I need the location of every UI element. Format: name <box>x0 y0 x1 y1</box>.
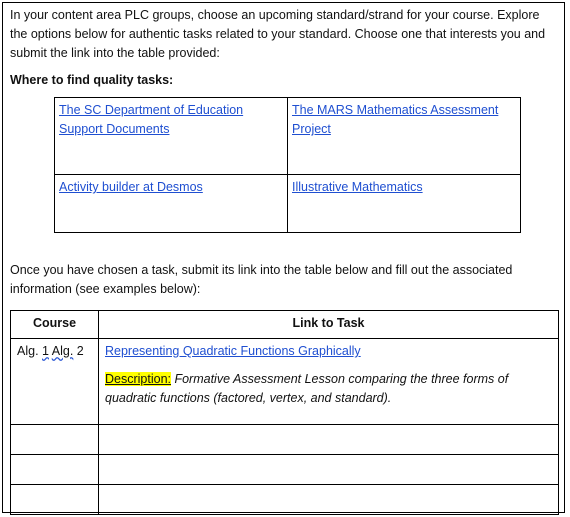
example-task-link[interactable]: Representing Quadratic Functions Graphically <box>105 344 361 358</box>
resource-cell <box>55 98 288 175</box>
description-text: Formative Assessment Lesson comparing the three forms of quadratic functions (factored, vertex, and standard). <box>105 372 509 405</box>
link-header: Link to Task <box>99 311 559 339</box>
resource-cell <box>55 175 288 233</box>
course-text-2: 2 <box>73 344 84 358</box>
course-header: Course <box>11 311 99 339</box>
empty-course-cell[interactable] <box>11 485 99 515</box>
intro-paragraph: In your content area PLC groups, choose an upcoming standard/strand for your course. Explore the options below for authentic tasks related to your standard. Choose one that interests you and submit the link into the table provided: <box>10 8 546 60</box>
sc-dept-education-link[interactable]: The SC Department of Education Support Documents <box>59 103 244 136</box>
task-link-cell <box>99 339 559 425</box>
resource-cell <box>288 175 521 233</box>
description-label: Description: <box>105 372 171 386</box>
empty-link-cell[interactable] <box>99 425 559 455</box>
desmos-activity-link[interactable]: Activity builder at Desmos <box>59 180 203 194</box>
illustrative-math-link[interactable]: Illustrative Mathematics <box>292 180 423 194</box>
mars-assessment-link[interactable]: The MARS Mathematics Assessment Project <box>292 103 499 136</box>
empty-course-cell[interactable] <box>11 425 99 455</box>
resource-cell <box>288 98 521 175</box>
empty-course-cell[interactable] <box>11 455 99 485</box>
course-alg2: Alg. <box>51 344 74 358</box>
where-heading: Where to find quality tasks: <box>10 73 174 87</box>
task-table <box>10 310 559 515</box>
course-alg1: 1 <box>42 344 49 358</box>
instructions-paragraph: Once you have chosen a task, submit its link into the table below and fill out the associated information (see examples below): <box>10 263 513 296</box>
resources-table <box>54 97 521 233</box>
course-cell <box>11 339 99 425</box>
empty-link-cell[interactable] <box>99 455 559 485</box>
empty-link-cell[interactable] <box>99 485 559 515</box>
course-text: Alg. <box>17 344 43 358</box>
